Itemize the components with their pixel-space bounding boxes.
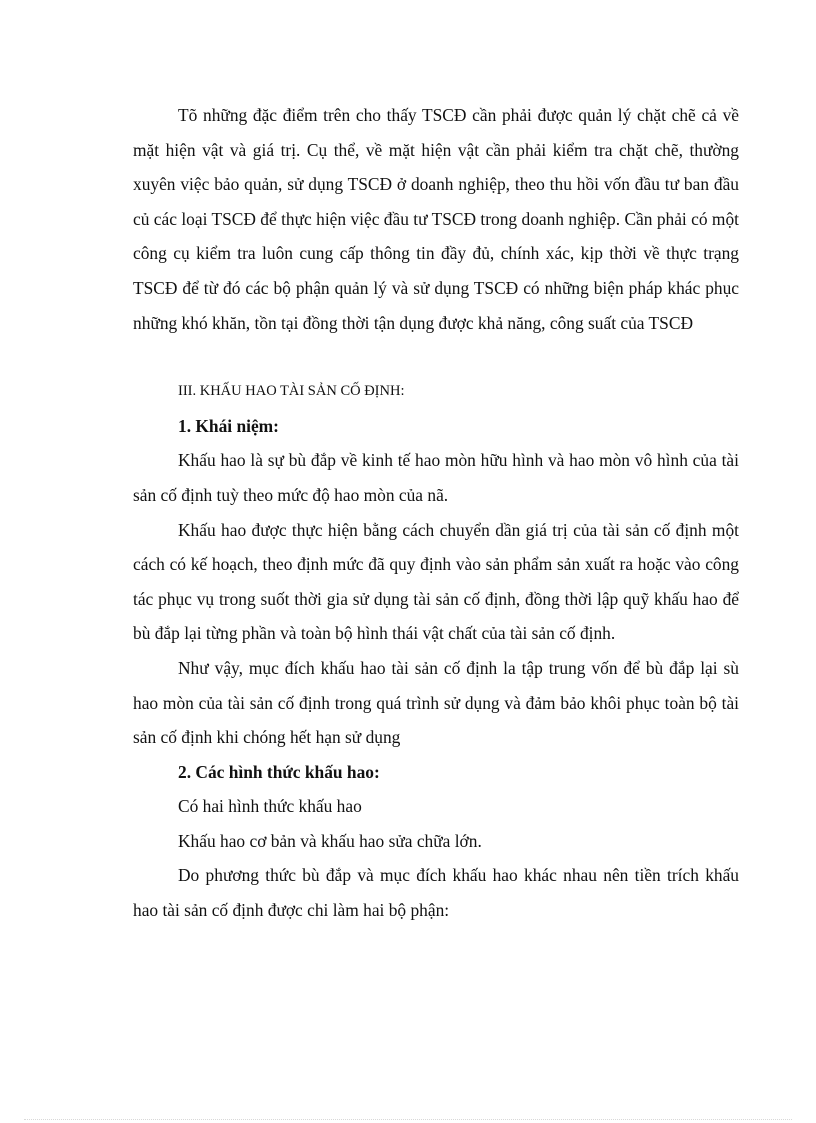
paragraph-purpose: Như vậy, mục đích khấu hao tài sản cố định la tập trung vốn để bù đắp lại sù hao mòn của tài sản cố định trong quá trình sử dụng và đảm bảo khôi phục toàn bộ tài sản cố định khi chóng hết hạn sử dụng [133,657,739,748]
section-spacer [133,340,739,374]
line-forms-list: Khấu hao cơ bản và khấu hao sửa chữa lớn. [178,830,482,851]
section-heading: III. KHẤU HAO TÀI SẢN CỐ ĐỊNH: [178,383,405,400]
paragraph-intro: Tõ những đặc điểm trên cho thấy TSCĐ cần phải được quản lý chặt chẽ cả về mặt hiện vật và giá trị. Cụ thể, về mặt hiện vật cần phải kiểm tra chặt chẽ, thường xuyên việc bảo quản, sử dụng TSCĐ ở doanh nghiệp, theo thu hồi vốn đầu tư ban đầu củ các loại TSCĐ để thực hiện việc đầu tư TSCĐ trong doanh nghiệp. Cần phải có một công cụ kiểm tra luôn cung cấp thông tin đầy đủ, chính xác, kịp thời về thực trạng TSCĐ để từ đó các bộ phận quản lý và sử dụng TSCĐ có những biện pháp khác phục những khó khăn, tồn tại đồng thời tận dụng được khả năng, công suất của TSCĐ [133,105,739,333]
subsection-heading-concept: 1. Khái niệm: [178,415,279,436]
paragraph-definition: Khấu hao là sự bù đắp về kinh tế hao mòn hữu hình và hao mòn vô hình của tài sản cố định tuỳ theo mức độ hao mòn của nã. [133,450,739,505]
page-bottom-divider [24,1119,792,1120]
paragraph-division: Do phương thức bù đắp và mục đích khấu hao khác nhau nên tiền trích khấu hao tài sản cố định được chi làm hai bộ phận: [133,865,739,921]
paragraph-implementation: Khấu hao được thực hiện bằng cách chuyển dần giá trị của tài sản cố định một cách có kế hoạch, theo định mức đã quy định vào sản phẩm sản xuất ra hoặc vào công tác phục vụ trong suốt thời gia sử dụng tài sản cố định, đồng thời lập quỹ khấu hao để bù đắp lại từng phần và toàn bộ hình thái vật chất của tài sản cố định. [133,519,739,644]
document-body [133,98,739,928]
line-two-forms: Có hai hình thức khấu hao [178,796,362,817]
subsection-heading-forms: 2. Các hình thức khấu hao: [178,761,380,782]
